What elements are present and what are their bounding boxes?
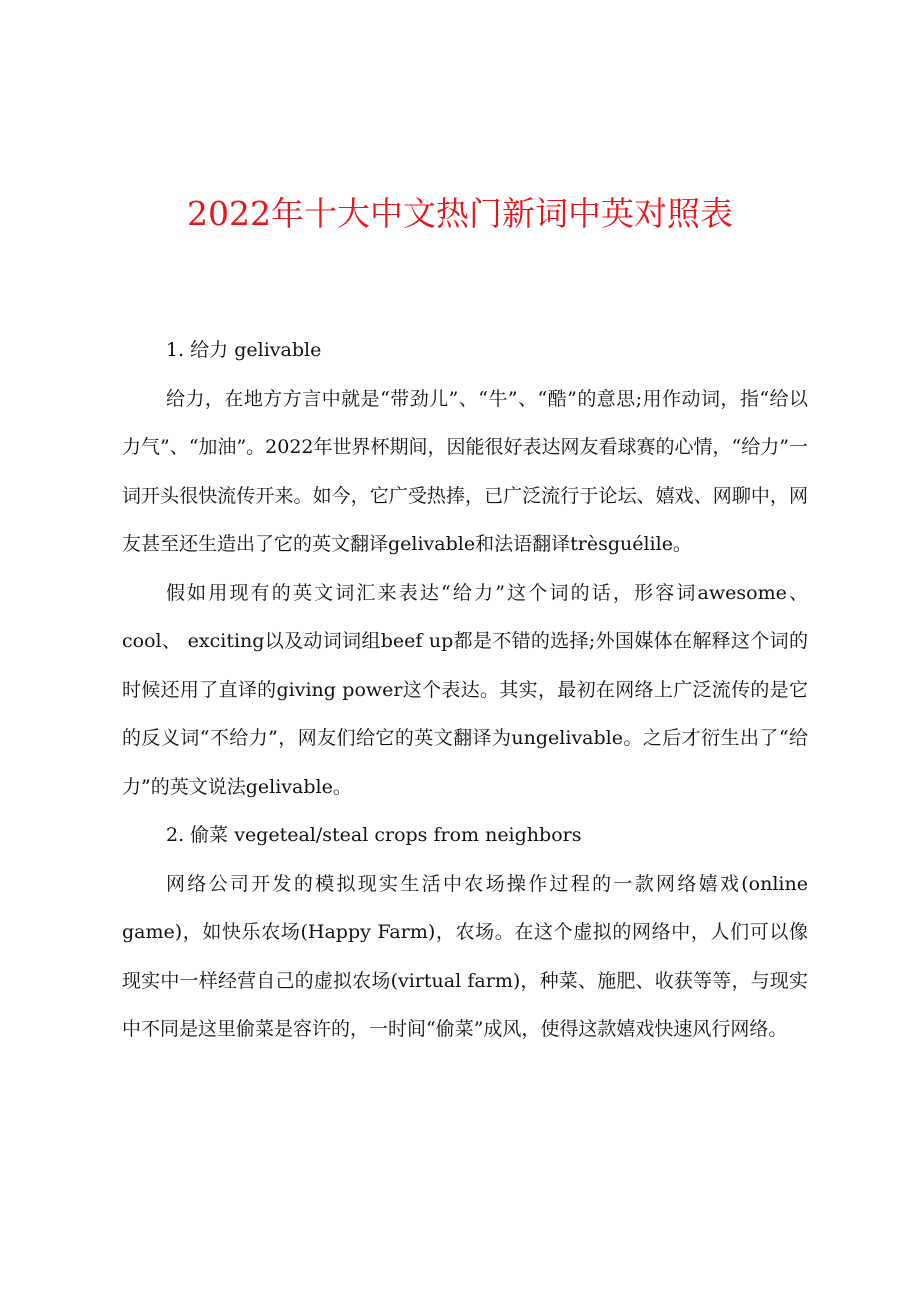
paragraph: 网络公司开发的模拟现实生活中农场操作过程的一款网络嬉戏(online game)，如快乐农场(Happy Farm)，农场。在这个虚拟的网络中，人们可以像现实中一样经营自己的虚拟农场(virtual farm)，种菜、施肥、收获等等，与现实中不同是这里偷菜是容许的，一时间“偷菜”成风，使得这款嬉戏快速风行网络。	[122, 872, 808, 1040]
paragraph: 假如用现有的英文词汇来表达“给力”这个词的话，形容词awesome、cool、 exciting以及动词词组beef up都是不错的选择;外国媒体在解释这个词的时候还用了直译的giving power这个表达。其实，最初在网络上广泛流传的是它的反义词“不给力”，网友们给它的英文翻译为ungelivable。之后才衍生出了“给力”的英文说法gelivable。	[122, 581, 808, 798]
section-heading: 1. 给力 gelivable	[166, 339, 322, 361]
document-body	[122, 326, 808, 1054]
document-title: 2022年十大中文热门新词中英对照表	[187, 194, 733, 233]
section-heading: 2. 偷菜 vegeteal/steal crops from neighbors	[166, 824, 582, 846]
paragraph: 给力，在地方方言中就是“带劲儿”、“牛”、“酷”的意思;用作动词，指“给以力气”、“加油”。2022年世界杯期间，因能很好表达网友看球赛的心情，“给力”一词开头很快流传开来。如今，它广受热捧，已广泛流行于论坛、嬉戏、网聊中，网友甚至还生造出了它的英文翻译gelivable和法语翻译trèsguélile。	[122, 387, 808, 555]
